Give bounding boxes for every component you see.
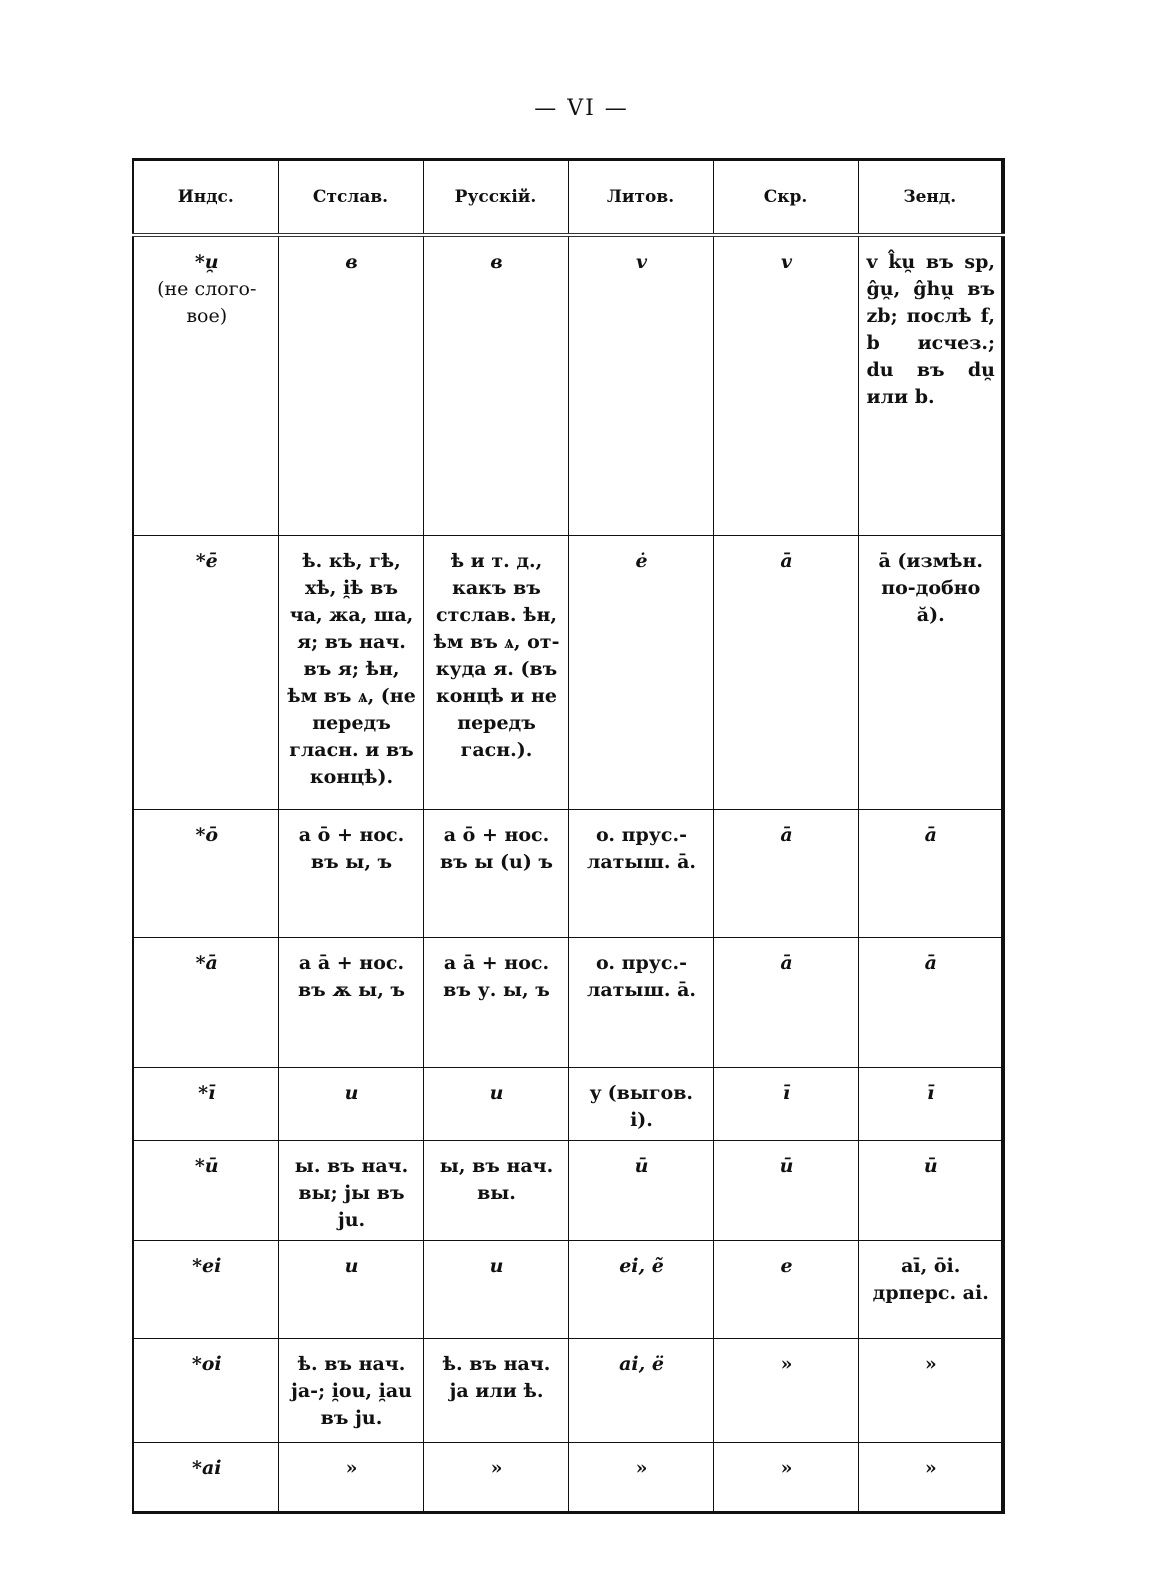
cell-rus: ѣ. въ нач. ja или ѣ. <box>423 1338 568 1442</box>
cell-cslav: в <box>278 235 423 535</box>
cell-cslav: а ā + нос. въ ѫ ы, ъ <box>278 937 423 1067</box>
ie-symbol: *ē <box>195 549 218 572</box>
cell-zend: ā <box>858 809 1003 937</box>
cell-cslav: ы. въ нач. вы; jы въ ju. <box>278 1140 423 1240</box>
cell-skr: ā <box>713 535 858 809</box>
header-lit: Литов. <box>568 160 713 236</box>
cell-skr: ā <box>713 809 858 937</box>
cell-rus: а ā + нос. въ у. ы, ъ <box>423 937 568 1067</box>
cell-lit: ei, ẽ <box>568 1240 713 1338</box>
cell-lit: ū <box>568 1140 713 1240</box>
cell-lit: o. прус.-латыш. ā. <box>568 809 713 937</box>
sound-correspondence-table <box>132 158 1005 1514</box>
cell-lit: » <box>568 1442 713 1512</box>
cell-ide <box>133 809 278 937</box>
cell-ide <box>133 937 278 1067</box>
table-row <box>133 1140 1003 1240</box>
ie-symbol: *oi <box>191 1352 222 1375</box>
cell-lit: o. прус.-латыш. ā. <box>568 937 713 1067</box>
header-zend: Зенд. <box>858 160 1003 236</box>
cell-lit: v <box>568 235 713 535</box>
cell-zend: » <box>858 1338 1003 1442</box>
page-number: — VI — <box>534 96 629 121</box>
cell-skr: ū <box>713 1140 858 1240</box>
cell-lit: ai, ë <box>568 1338 713 1442</box>
cell-rus: в <box>423 235 568 535</box>
cell-cslav: » <box>278 1442 423 1512</box>
cell-skr: v <box>713 235 858 535</box>
cell-zend: » <box>858 1442 1003 1512</box>
cell-cslav: а ō + нос. въ ы, ъ <box>278 809 423 937</box>
cell-ide <box>133 1140 278 1240</box>
cell-rus: ы, въ нач. вы. <box>423 1140 568 1240</box>
cell-ide <box>133 1442 278 1512</box>
ie-symbol: *ū <box>194 1154 219 1177</box>
ie-note: (не слого-вое) <box>157 278 257 327</box>
table-row <box>133 809 1003 937</box>
cell-rus: и <box>423 1067 568 1140</box>
table-row <box>133 1338 1003 1442</box>
cell-ide <box>133 1338 278 1442</box>
cell-ide <box>133 1240 278 1338</box>
cell-lit: y (выгов. i). <box>568 1067 713 1140</box>
cell-skr: ā <box>713 937 858 1067</box>
cell-zend: ā (измѣн. по-добно ă). <box>858 535 1003 809</box>
cell-zend: ū <box>858 1140 1003 1240</box>
header-cslav: Стслав. <box>278 160 423 236</box>
cell-zend: v k̂u̯ въ sp, ĝu̯, ĝhu̯ въ zb; послѣ f, b исчез.; du въ du̯ или b. <box>858 235 1003 535</box>
cell-cslav: и <box>278 1067 423 1140</box>
table-row <box>133 1067 1003 1140</box>
ie-symbol: *u̯ <box>194 251 219 273</box>
cell-skr: ī <box>713 1067 858 1140</box>
cell-cslav: и <box>278 1240 423 1338</box>
cell-skr: » <box>713 1338 858 1442</box>
cell-zend: ī <box>858 1067 1003 1140</box>
cell-cslav: ѣ. кѣ, гѣ, хѣ, i̯ѣ въ ча, жа, ша, я; въ нач. въ я; ѣн, ѣм въ ѧ, (не передъ гласн. и въ концѣ). <box>278 535 423 809</box>
cell-rus: » <box>423 1442 568 1512</box>
table-row <box>133 235 1003 535</box>
cell-cslav: ѣ. въ нач. ja-; i̯ou, i̯au въ ju. <box>278 1338 423 1442</box>
header-rus: Русскій. <box>423 160 568 236</box>
cell-ide <box>133 535 278 809</box>
ie-symbol: *ī <box>198 1081 216 1104</box>
header-ide: Индс. <box>133 160 278 236</box>
table-row <box>133 535 1003 809</box>
cell-rus: ѣ и т. д., какъ въ стслав. ѣн, ѣм въ ѧ, от-куда я. (въ концѣ и не передъ гасн.). <box>423 535 568 809</box>
cell-ide <box>133 235 278 535</box>
cell-ide <box>133 1067 278 1140</box>
header-row <box>133 160 1003 236</box>
cell-zend: aī, ōi. дрперс. ai. <box>858 1240 1003 1338</box>
ie-symbol: *ō <box>195 823 219 846</box>
table-row <box>133 1442 1003 1512</box>
ie-symbol: *ai <box>192 1456 222 1479</box>
cell-lit: ė <box>568 535 713 809</box>
cell-skr: » <box>713 1442 858 1512</box>
cell-zend: ā <box>858 937 1003 1067</box>
header-skr: Скр. <box>713 160 858 236</box>
ie-symbol: *ā <box>195 951 218 974</box>
cell-rus: и <box>423 1240 568 1338</box>
cell-rus: а ō + нос. въ ы (u) ъ <box>423 809 568 937</box>
cell-skr: e <box>713 1240 858 1338</box>
ie-symbol: *ei <box>192 1254 222 1277</box>
table-row <box>133 937 1003 1067</box>
table-row <box>133 1240 1003 1338</box>
